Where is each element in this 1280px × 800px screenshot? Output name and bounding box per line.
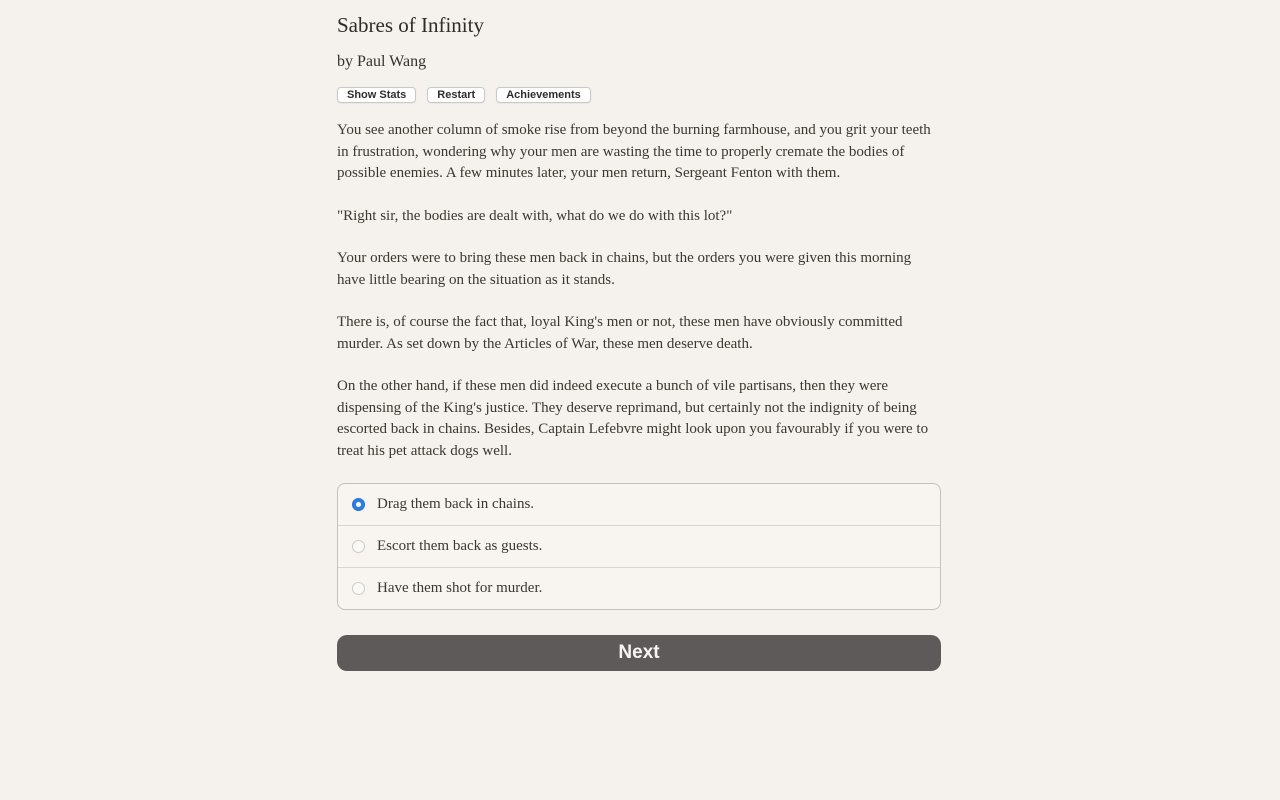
choice-option-escort-as-guests[interactable] [338,525,940,567]
choice-option-shot-for-murder[interactable] [338,567,940,609]
choice-label: Escort them back as guests. [377,538,543,555]
story-paragraph: Your orders were to bring these men back in chains, but the orders you were given this morning have little bearing on the situation as it stands. [337,250,912,288]
show-stats-button[interactable]: Show Stats [337,87,416,103]
radio-button-icon[interactable] [352,582,365,595]
choice-group [337,483,941,610]
story-paragraph: On the other hand, if these men did indeed execute a bunch of vile partisans, then they were dispensing of the King's justice. They deserve reprimand, but certainly not the indignity of being escorted back in chains. Besides, Captain Lefebvre might look upon you favourably if you were to treat his pet attack dogs well. [337,378,929,459]
choice-option-drag-in-chains[interactable] [338,484,940,525]
page-title: Sabres of Infinity [337,13,484,37]
story-paragraph: "Right sir, the bodies are dealt with, what do we do with this lot?" [337,207,733,224]
choice-label: Have them shot for murder. [377,580,543,597]
story-text [337,120,941,462]
restart-button[interactable]: Restart [427,87,485,103]
story-paragraph: There is, of course the fact that, loyal King's men or not, these men have obviously committed murder. As set down by the Articles of War, these men deserve death. [337,314,903,352]
story-paragraph: You see another column of smoke rise from beyond the burning farmhouse, and you grit your teeth in frustration, wondering why your men are wasting the time to properly cremate the bodies of possible enemies. A few minutes later, your men return, Sergeant Fenton with them. [337,122,931,182]
radio-button-icon[interactable] [352,498,365,511]
author-byline: by Paul Wang [337,53,427,71]
choice-label: Drag them back in chains. [377,496,535,513]
toolbar [337,87,941,103]
radio-button-icon[interactable] [352,540,365,553]
next-button[interactable]: Next [337,635,941,671]
game-page [337,0,941,671]
achievements-button[interactable]: Achievements [496,87,591,103]
